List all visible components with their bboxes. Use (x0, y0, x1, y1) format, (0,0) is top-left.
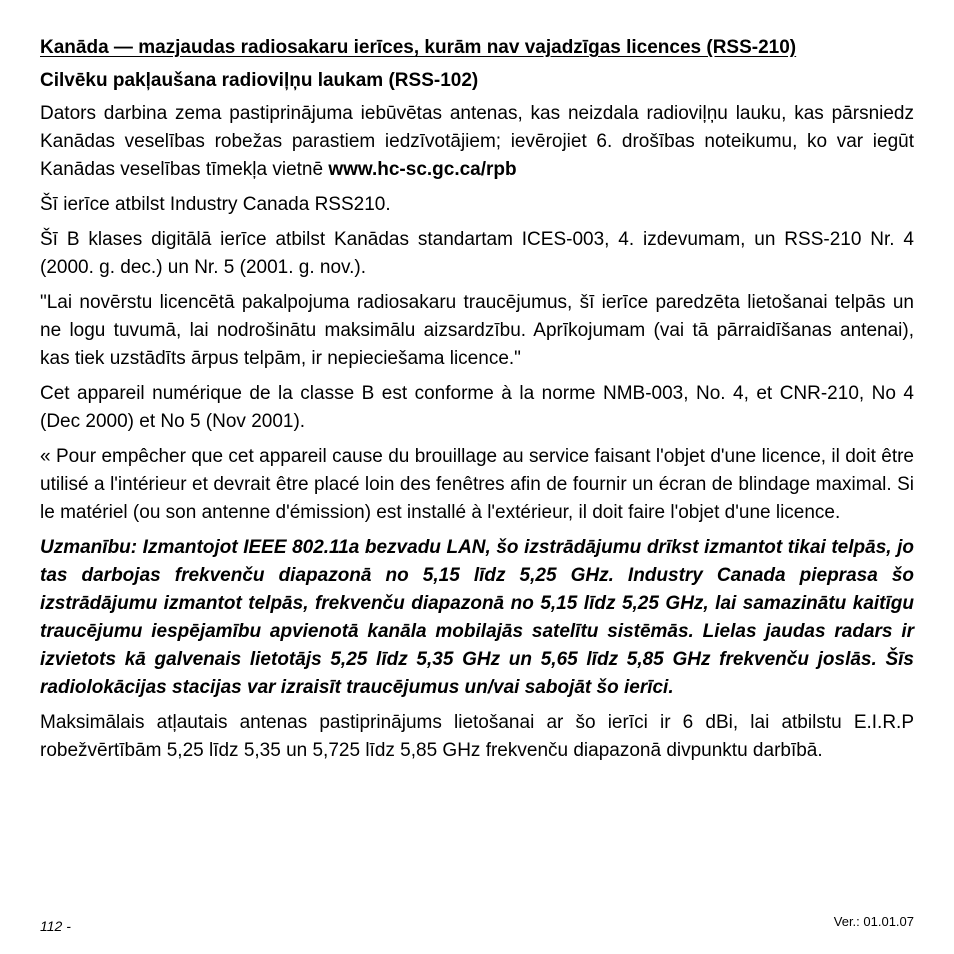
paragraph-rss210: Šī ierīce atbilst Industry Canada RSS210. (40, 194, 391, 215)
subsection-heading: Cilvēku pakļaušana radioviļņu laukam (RSS-102) (40, 70, 479, 91)
paragraph-indoor-use-fr: « Pour empêcher que cet appareil cause du brouillage au service faisant l'objet d'une licence, il doit être utilisé a l'intérieur et devrait être placé loin des fenêtres afin de fournir un écran de blindage maximal. Si le matériel (ou son antenne d'émission) est installé à l'extérieur, il doit faire l'objet d'une licence. (40, 446, 914, 523)
paragraph-ices003: Šī B klases digitālā ierīce atbilst Kanādas standartam ICES-003, 4. izdevumam, un RSS-210 Nr. 4 (2000. g. dec.) un Nr. 5 (2001. g. nov.). (40, 229, 914, 278)
version-label: Ver.: 01.01.07 (833, 914, 914, 929)
document-body (40, 34, 914, 772)
paragraph-rf-exposure (40, 100, 914, 184)
health-canada-link[interactable]: www.hc-sc.gc.ca/rpb (328, 159, 517, 180)
paragraph-nmb003-fr: Cet appareil numérique de la classe B est conforme à la norme NMB-003, No. 4, et CNR-210, No 4 (Dec 2000) et No 5 (Nov 2001). (40, 383, 914, 432)
paragraph-indoor-use-lv: "Lai novērstu licencētā pakalpojuma radiosakaru traucējumus, šī ierīce paredzēta lietošanai telpās un ne logu tuvumā, lai nodrošinātu maksimālu aizsardzību. Aprīkojumam (vai tā pārraidīšanas antenai), kas tiek uzstādīts ārpus telpām, ir nepieciešama licence." (40, 292, 914, 369)
paragraph-rf-exposure-text: Dators darbina zema pastiprinājuma iebūvētas antenas, kas neizdala radioviļņu lauku, kas pārsniedz Kanādas veselības robežas parastiem iedzīvotājiem; ievērojiet 6. drošības noteikumu, ko var iegūt Kanādas veselības tīmekļa vietnē (40, 103, 914, 180)
paragraph-antenna-gain: Maksimālais atļautais antenas pastiprinājums lietošanai ar šo ierīci ir 6 dBi, lai atbilstu E.I.R.P robežvērtībām 5,25 līdz 5,35 un 5,725 līdz 5,85 GHz frekvenču diapazonā divpunktu darbībā. (40, 712, 914, 761)
section-heading: Kanāda — mazjaudas radiosakaru ierīces, kurām nav vajadzīgas licences (RSS-210) (40, 37, 797, 58)
page-number: 112 - (40, 918, 71, 934)
warning-paragraph: Uzmanību: Izmantojot IEEE 802.11a bezvadu LAN, šo izstrādājumu drīkst izmantot tikai telpās, jo tas darbojas frekvenču diapazonā no 5,15 līdz 5,25 GHz. Industry Canada pieprasa šo izstrādājumu izmantot telpās, frekvenču diapazonā no 5,15 līdz 5,25 GHz, lai samazinātu kaitīgu traucējumu iespējamību apvienotā kanāla mobilajās satelītu sistēmās. Lielas jaudas radars ir izvietots kā galvenais lietotājs 5,25 līdz 5,35 GHz un 5,65 līdz 5,85 GHz frekvenču joslās. Šīs radiolokācijas stacijas var izraisīt traucējumus un/vai sabojāt šo ierīci. (40, 537, 914, 698)
